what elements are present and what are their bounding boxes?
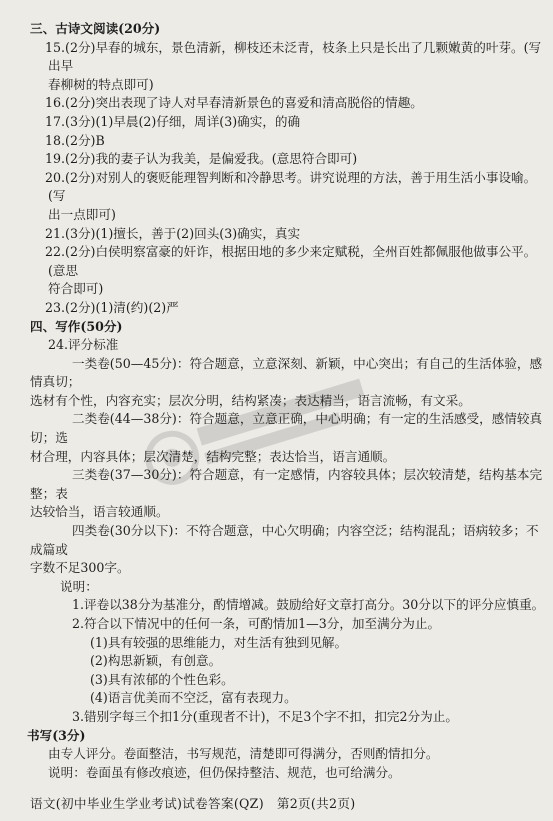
answer-line-continued: 出一点即可) [48, 206, 116, 222]
answer-line: 18.(2分)B [45, 132, 105, 148]
bonus-item-3: (3)具有浓郁的个性色彩。 [90, 671, 234, 687]
scoring-rule-3: 3.错别字每三个扣1分(重现者不计)，不足3个字不扣，扣完2分为止。 [72, 708, 458, 724]
answer-line: 15.(2分)早春的城东，景色清新，柳枝还未泛青，枝条上只是长出了几颗嫩黄的叶芽。(写出早 [45, 39, 542, 74]
grade-level-4 [30, 522, 545, 578]
answer-line: 17.(3分)(1)早晨(2)仔细，周详(3)确实，的确 [45, 113, 301, 129]
answer-line: 19.(2分)我的妻子认为我美，是偏爱我。(意思符合即可) [45, 151, 358, 167]
bonus-item-2: (2)构思新颖，有创意。 [90, 653, 222, 669]
section-heading-classical-reading: 三、古诗文阅读(20分) [30, 21, 161, 36]
grade-line: 二类卷(44—38分)：符合题意，立意正确，中心明确；有一定的生活感受，感情较真切；选 [30, 411, 543, 446]
answer-item-21 [30, 225, 545, 244]
grade-line: 三类卷(37—30分)：符合题意，有一定感情，内容较具体；层次较清楚，结构基本完整；表 [30, 467, 543, 501]
scoring-rule-1: 1.评卷以38分为基准分，酌情增减。鼓励给好文章打高分。30分以下的评分应慎重。 [72, 597, 545, 613]
section-heading-handwriting: 书写(3分) [27, 727, 86, 743]
scoring-rule-2: 2.符合以下情况中的任何一条，可酌情加1—3分，加至满分为止。 [72, 616, 441, 631]
answer-line: 21.(3分)(1)擅长，善于(2)回头(3)确实，真实 [45, 225, 301, 241]
answer-item-18 [30, 132, 545, 151]
grade-line-continued: 选材有个性，内容充实；层次分明，结构紧凑；表达精当，语言流畅，有文采。 [30, 392, 471, 408]
answer-content [27, 20, 545, 782]
handwriting-note: 说明：卷面虽有修改痕迹，但仍保持整洁、规范，也可给满分。 [48, 764, 401, 780]
answer-line: 23.(2分)(1)清(约)(2)严 [45, 299, 179, 315]
grade-line: 四类卷(30分以下)：不符合题意，中心欠明确；内容空泛；结构混乱；语病较多；不成篇或 [30, 523, 539, 557]
section-heading-writing: 四、写作(50分) [30, 318, 123, 334]
answer-line-continued: 符合即可) [48, 281, 104, 297]
notes-label: 说明： [60, 578, 98, 594]
answer-item-16 [30, 94, 545, 113]
answer-item-19 [30, 150, 545, 169]
bonus-item-4: (4)语言优美而不空泛，富有表现力。 [90, 690, 297, 706]
answer-line: 20.(2分)对别人的褒贬能理智判断和冷静思考。讲究说理的方法，善于用生活小事设喻。(写 [45, 169, 537, 204]
answer-line-continued: 春柳树的特点即可) [48, 76, 154, 92]
grade-line-continued: 达较恰当，语言较通顺。 [30, 504, 169, 520]
answer-line: 22.(2分)白侯明察富豪的奸诈，根据田地的多少来定赋税，全州百姓都佩服他做事公平。(意思 [45, 244, 537, 278]
grade-line-continued: 材合理，内容具体；层次清楚，结构完整；表达恰当，语言通顺。 [30, 448, 396, 464]
answer-item-15 [30, 39, 545, 95]
handwriting-rule: 由专人评分。卷面整洁，书写规范，清楚即可得满分，否则酌情扣分。 [48, 746, 439, 762]
grade-level-3 [30, 466, 545, 522]
answer-item-23 [30, 299, 545, 318]
answer-item-20 [30, 169, 545, 225]
answer-item-17 [30, 113, 545, 132]
grade-level-2 [30, 410, 545, 466]
grade-line: 一类卷(50—45分)：符合题意，立意深刻、新颖，中心突出；有自己的生活体验，感情真切； [30, 355, 543, 390]
scoring-standard-title: 24.评分标准 [48, 337, 119, 353]
answer-line: 16.(2分)突出表现了诗人对早春清新景色的喜爱和清高脱俗的情趣。 [45, 95, 423, 111]
grade-line-continued: 字数不足300字。 [30, 560, 130, 576]
grade-level-1 [30, 355, 545, 411]
bonus-item-1: (1)具有较强的思维能力，对生活有独到见解。 [90, 634, 348, 650]
answer-item-22 [30, 243, 545, 299]
page-footer: 语文(初中毕业生学业考试)试卷答案(QZ) 第2页(共2页) [30, 796, 356, 811]
